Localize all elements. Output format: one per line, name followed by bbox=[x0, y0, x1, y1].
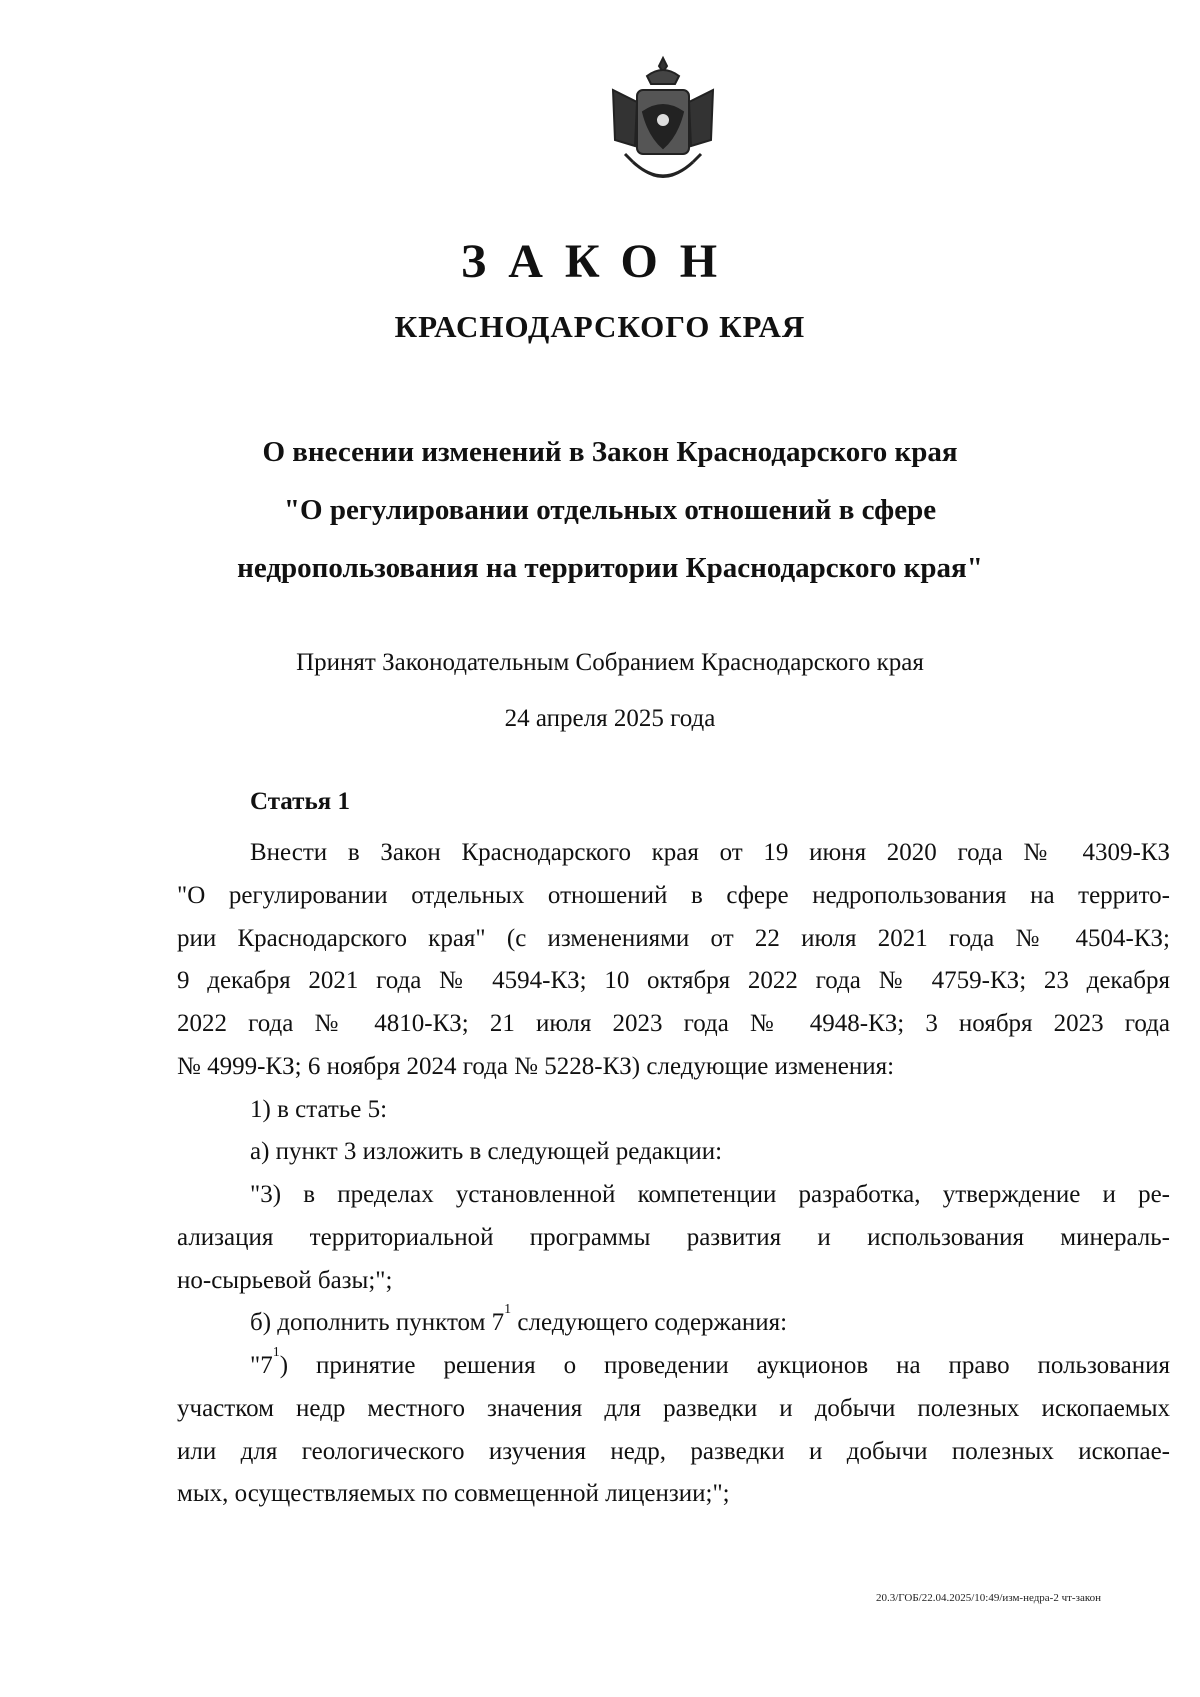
list-item: а) пункт 3 изложить в следующей редакции: bbox=[250, 1138, 723, 1166]
body-line: 9 декабря 2021 года № 4594-КЗ; 10 октября 2022 года № 4759-КЗ; 23 декабря bbox=[177, 967, 1170, 995]
quoted-line: но-сырьевой базы;"; bbox=[177, 1266, 393, 1294]
quoted-line: ализация территориальной программы развития и использования минераль- bbox=[177, 1223, 1170, 1251]
body-line: № 4999-КЗ; 6 ноября 2024 года № 5228-КЗ) следующие изменения: bbox=[177, 1052, 895, 1080]
list-item bbox=[177, 1302, 1170, 1345]
article-title: Статья 1 bbox=[250, 788, 350, 815]
item-b-suffix: следующего содержания: bbox=[511, 1309, 788, 1337]
adoption-date: 24 апреля 2025 года bbox=[504, 705, 716, 732]
list-item: 1) в статье 5: bbox=[250, 1095, 388, 1123]
law-title: ЗАКОН bbox=[460, 235, 740, 288]
item-b-text-suffix: ) принятие решения о проведении аукционов на право пользования bbox=[279, 1352, 1170, 1379]
law-heading bbox=[140, 423, 1080, 597]
superscript: 1 bbox=[272, 1345, 280, 1360]
quoted-line: участком недр местного значения для разведки и добычи полезных ископаемых bbox=[177, 1394, 1170, 1422]
adoption-block bbox=[240, 635, 980, 747]
adoption-line: Принят Законодательным Собранием Краснодарского края bbox=[296, 649, 924, 676]
body-line: "О регулировании отдельных отношений в сфере недропользования на террито- bbox=[177, 881, 1170, 909]
item-b-prefix: б) дополнить пунктом 7 bbox=[250, 1309, 505, 1337]
quoted-line bbox=[177, 1345, 1170, 1388]
heading-line: О внесении изменений в Закон Краснодарского края bbox=[262, 436, 958, 468]
body-line: рии Краснодарского края" (с изменениями от 22 июля 2021 года № 4504-КЗ; bbox=[177, 924, 1170, 952]
region-title: КРАСНОДАРСКОГО КРАЯ bbox=[394, 309, 806, 344]
body-line: 2022 года № 4810-КЗ; 21 июля 2023 года № 4948-КЗ; 3 ноября 2023 года bbox=[177, 1010, 1170, 1037]
coat-of-arms-emblem bbox=[603, 50, 723, 198]
superscript: 1 bbox=[504, 1302, 512, 1318]
item-b-text-prefix: "7 bbox=[250, 1352, 273, 1379]
heading-line: недропользования на территории Краснодарского края" bbox=[237, 552, 983, 584]
quoted-line: "3) в пределах установленной компетенции разработка, утверждение и ре- bbox=[250, 1181, 1170, 1208]
body-line: Внести в Закон Краснодарского края от 19 июня 2020 года № 4309-КЗ bbox=[250, 839, 1170, 866]
heading-line: "О регулировании отдельных отношений в сфере bbox=[283, 494, 937, 526]
document-footer-ref: 20.3/ГОБ/22.04.2025/10:49/изм-недра-2 чт-закон bbox=[876, 1592, 1101, 1604]
article-body bbox=[177, 832, 1170, 1516]
quoted-line: мых, осуществляемых по совмещенной лицензии;"; bbox=[177, 1480, 730, 1508]
quoted-line: или для геологического изучения недр, разведки и добычи полезных ископае- bbox=[177, 1437, 1170, 1465]
